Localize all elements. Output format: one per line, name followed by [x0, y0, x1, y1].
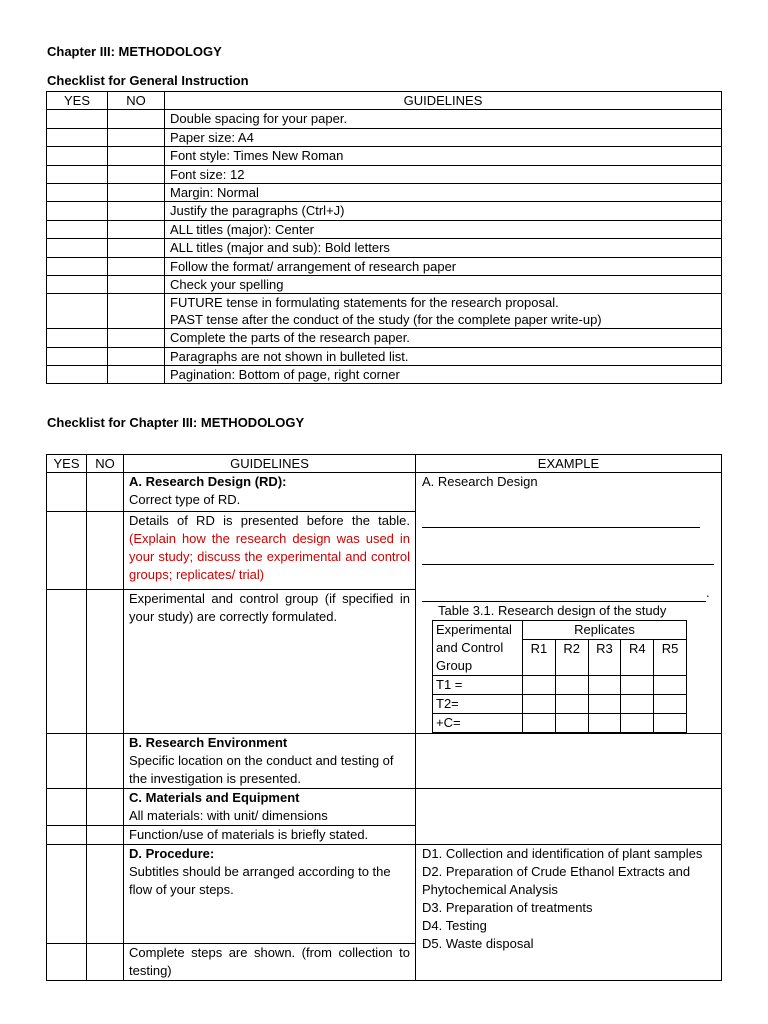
guideline-cell	[124, 789, 416, 826]
table-row	[47, 347, 722, 365]
guideline-text: Specific location on the conduct and testing of the investigation is presented.	[129, 753, 394, 786]
example-cell	[416, 473, 722, 734]
no-cell[interactable]	[108, 128, 165, 146]
table-row	[47, 220, 722, 238]
table-row	[47, 165, 722, 183]
no-cell[interactable]	[108, 220, 165, 238]
yes-cell[interactable]	[47, 147, 108, 165]
yes-cell[interactable]	[47, 165, 108, 183]
guideline-text: Details of RD is presented before the table.	[129, 513, 410, 529]
value-cell[interactable]	[523, 695, 556, 714]
yes-cell[interactable]	[47, 845, 87, 944]
no-cell[interactable]	[108, 202, 165, 220]
blank-line	[422, 546, 714, 565]
yes-header: YES	[47, 455, 87, 473]
no-cell[interactable]	[108, 239, 165, 257]
value-cell[interactable]	[654, 695, 687, 714]
yes-cell[interactable]	[47, 734, 87, 789]
no-cell[interactable]	[108, 110, 165, 128]
value-cell[interactable]	[555, 676, 588, 695]
guideline-cell: Experimental and control group (if specified in your study) are correctly formulated.	[124, 590, 416, 734]
value-cell[interactable]	[555, 714, 588, 733]
yes-cell[interactable]	[47, 239, 108, 257]
guideline-cell: Font style: Times New Roman	[165, 147, 722, 165]
guideline-cell: Follow the format/ arrangement of research paper	[165, 257, 722, 275]
row-label: +C=	[433, 714, 523, 733]
table-row	[47, 294, 722, 329]
procedure-example: D5. Waste disposal	[422, 936, 534, 951]
value-cell[interactable]	[588, 676, 621, 695]
value-cell[interactable]	[588, 695, 621, 714]
replicate-header: R4	[621, 640, 654, 676]
guideline-cell	[165, 294, 722, 329]
no-cell[interactable]	[108, 275, 165, 293]
value-cell[interactable]	[588, 714, 621, 733]
no-cell[interactable]	[87, 473, 124, 512]
section-d-title: D. Procedure:	[129, 846, 215, 861]
no-cell[interactable]	[87, 826, 124, 845]
yes-cell[interactable]	[47, 202, 108, 220]
guideline-cell	[124, 473, 416, 512]
no-cell[interactable]	[108, 294, 165, 329]
example-cell	[416, 789, 722, 845]
guideline-cell: Complete the parts of the research paper.	[165, 329, 722, 347]
yes-cell[interactable]	[47, 512, 87, 590]
guideline-cell: Paragraphs are not shown in bulleted list.	[165, 347, 722, 365]
no-header: NO	[108, 92, 165, 110]
procedure-example: D1. Collection and identification of plant samples	[422, 846, 703, 861]
value-cell[interactable]	[523, 714, 556, 733]
guideline-cell: ALL titles (major and sub): Bold letters	[165, 239, 722, 257]
replicate-header: R3	[588, 640, 621, 676]
guideline-text: Subtitles should be arranged according to the flow of your steps.	[129, 864, 391, 897]
replicates-header: Replicates	[523, 621, 687, 640]
no-cell[interactable]	[108, 147, 165, 165]
value-cell[interactable]	[621, 695, 654, 714]
procedure-example: D4. Testing	[422, 918, 487, 933]
guideline-cell: Check your spelling	[165, 275, 722, 293]
yes-cell[interactable]	[47, 294, 108, 329]
guideline-text: Correct type of RD.	[129, 492, 241, 507]
yes-cell[interactable]	[47, 110, 108, 128]
table-row	[47, 257, 722, 275]
guidelines-header: GUIDELINES	[124, 455, 416, 473]
replicate-header: R5	[654, 640, 687, 676]
table-row	[47, 329, 722, 347]
no-cell[interactable]	[108, 347, 165, 365]
table-row	[47, 239, 722, 257]
no-cell[interactable]	[108, 366, 165, 384]
table-row	[47, 734, 722, 789]
general-checklist-title: Checklist for General Instruction	[47, 73, 249, 88]
value-cell[interactable]	[621, 714, 654, 733]
no-header: NO	[87, 455, 124, 473]
no-cell[interactable]	[108, 165, 165, 183]
guideline-cell: Margin: Normal	[165, 183, 722, 201]
period: .	[706, 585, 710, 600]
value-cell[interactable]	[555, 695, 588, 714]
procedure-example: D2. Preparation of Crude Ethanol Extracts and Phytochemical Analysis	[422, 864, 691, 897]
guideline-cell: Justify the paragraphs (Ctrl+J)	[165, 202, 722, 220]
guideline-cell: Pagination: Bottom of page, right corner	[165, 366, 722, 384]
no-cell[interactable]	[87, 734, 124, 789]
yes-cell[interactable]	[47, 275, 108, 293]
table-row	[47, 473, 722, 512]
chapter-title: Chapter III: METHODOLOGY	[47, 44, 222, 59]
blank-line	[422, 509, 700, 528]
blank-line	[422, 583, 706, 602]
yes-cell[interactable]	[47, 128, 108, 146]
yes-cell[interactable]	[47, 944, 87, 981]
table-row	[433, 695, 687, 714]
no-cell[interactable]	[87, 590, 124, 734]
guideline-line: FUTURE tense in formulating statements for the research proposal.	[170, 295, 559, 311]
table-row	[47, 202, 722, 220]
example-cell	[416, 845, 722, 981]
value-cell[interactable]	[654, 714, 687, 733]
no-cell[interactable]	[108, 183, 165, 201]
guideline-cell	[124, 734, 416, 789]
table-row	[47, 147, 722, 165]
yes-cell[interactable]	[47, 789, 87, 826]
guideline-cell: Double spacing for your paper.	[165, 110, 722, 128]
header-row	[47, 455, 722, 473]
guideline-cell: Complete steps are shown. (from collection to testing)	[124, 944, 416, 981]
guideline-cell: Font size: 12	[165, 165, 722, 183]
no-cell[interactable]	[108, 329, 165, 347]
section-a-title: A. Research Design (RD):	[129, 474, 287, 489]
table-row	[433, 621, 687, 640]
header-row	[47, 92, 722, 110]
table-row	[47, 845, 722, 944]
table-row	[47, 789, 722, 826]
table-row	[47, 366, 722, 384]
yes-cell[interactable]	[47, 220, 108, 238]
section-b-title: B. Research Environment	[129, 735, 288, 750]
guidelines-header: GUIDELINES	[165, 92, 722, 110]
replicate-header: R2	[555, 640, 588, 676]
guideline-cell	[124, 845, 416, 944]
value-cell[interactable]	[654, 676, 687, 695]
table-row	[433, 676, 687, 695]
row-label: T1 =	[433, 676, 523, 695]
table-row	[47, 275, 722, 293]
table-caption: Table 3.1. Research design of the study	[438, 603, 667, 618]
yes-cell[interactable]	[47, 366, 108, 384]
table-row	[433, 714, 687, 733]
table-row	[47, 110, 722, 128]
table-row	[47, 183, 722, 201]
yes-cell[interactable]	[47, 826, 87, 845]
no-cell[interactable]	[87, 944, 124, 981]
example-cell	[416, 734, 722, 789]
exp-group-header: Experimental and Control Group	[433, 621, 523, 676]
guideline-line: PAST tense after the conduct of the study (for the complete paper write-up)	[170, 312, 602, 328]
guideline-cell: Function/use of materials is briefly stated.	[124, 826, 416, 845]
yes-cell[interactable]	[47, 183, 108, 201]
yes-cell[interactable]	[47, 473, 87, 512]
yes-cell[interactable]	[47, 347, 108, 365]
guideline-cell	[124, 512, 416, 590]
procedure-example: D3. Preparation of treatments	[422, 900, 593, 915]
research-design-table	[432, 620, 687, 733]
row-label: T2=	[433, 695, 523, 714]
guideline-note: (Explain how the research design was used in your study; discuss the experimental and control groups; replicates/ trial)	[129, 531, 410, 583]
guideline-cell: ALL titles (major): Center	[165, 220, 722, 238]
guideline-text: All materials: with unit/ dimensions	[129, 808, 328, 823]
methodology-checklist-title: Checklist for Chapter III: METHODOLOGY	[47, 415, 305, 430]
example-a-title: A. Research Design	[422, 474, 538, 489]
yes-header: YES	[47, 92, 108, 110]
no-cell[interactable]	[87, 789, 124, 826]
table-row	[47, 128, 722, 146]
yes-cell[interactable]	[47, 590, 87, 734]
value-cell[interactable]	[621, 676, 654, 695]
section-c-title: C. Materials and Equipment	[129, 790, 300, 805]
value-cell[interactable]	[523, 676, 556, 695]
example-header: EXAMPLE	[416, 455, 722, 473]
no-cell[interactable]	[87, 845, 124, 944]
replicate-header: R1	[523, 640, 556, 676]
methodology-checklist-table	[46, 454, 722, 981]
no-cell[interactable]	[108, 257, 165, 275]
guideline-cell: Paper size: A4	[165, 128, 722, 146]
yes-cell[interactable]	[47, 329, 108, 347]
yes-cell[interactable]	[47, 257, 108, 275]
no-cell[interactable]	[87, 512, 124, 590]
general-checklist-table	[46, 91, 722, 384]
